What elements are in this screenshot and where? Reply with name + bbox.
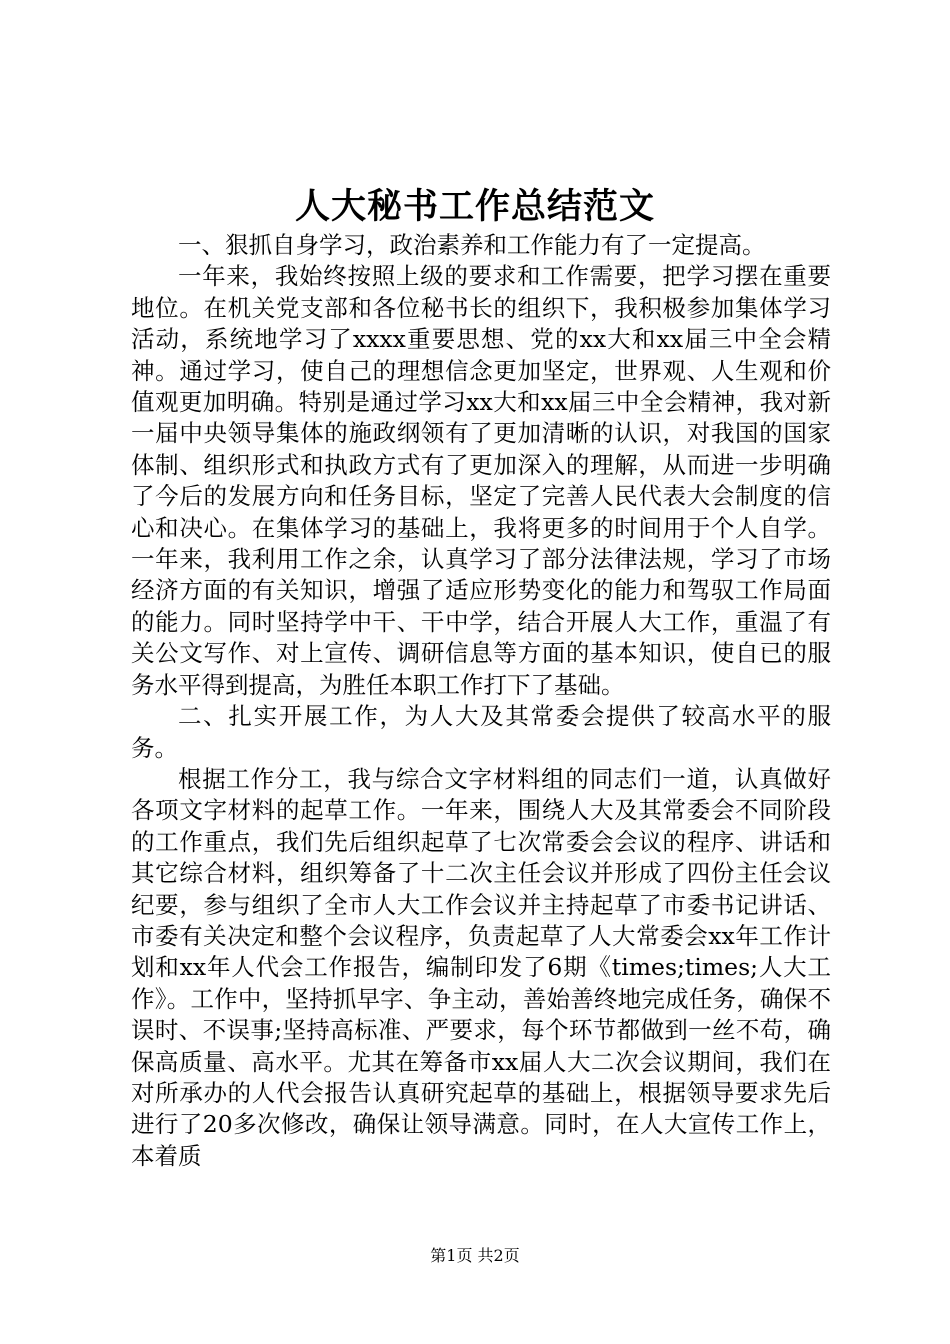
paragraph: 根据工作分工，我与综合文字材料组的同志们一道，认真做好各项文字材料的起草工作。一年来，围绕人大及其常委会不同阶段的工作重点，我们先后组织起草了七次常委会会议的程序、讲话和其它综合材料，组织筹备了十二次主任会议并形成了四份主任会议纪要，参与组织了全市人大工作会议并主持起草了市委书记讲话、市委有关决定和整个会议程序，负责起草了人大常委会xx年工作计划和xx年人代会工作报告，编制印发了6期《times;times;人大工作》。工作中，坚持抓早字、争主动，善始善终地完成任务，确保不误时、不误事;坚持高标准、严要求，每个环节都做到一丝不苟，确保高质量、高水平。尤其在筹备市xx届人大二次会议期间，我们在对所承办的人代会报告认真研究起草的基础上，根据领导要求先后进行了20多次修改，确保让领导满意。同时，在人大宣传工作上，本着质 xyxy=(131,764,831,1170)
document-title: 人大秘书工作总结范文 xyxy=(294,186,655,227)
paragraph: 一年来，我始终按照上级的要求和工作需要，把学习摆在重要地位。在机关党支部和各位秘书长的组织下，我积极参加集体学习活动，系统地学习了xxxx重要思想、党的xx大和xx届三中全会精神。通过学习，使自己的理想信念更加坚定，世界观、人生观和价值观更加明确。特别是通过学习xx大和xx届三中全会精神，我对新一届中央领导集体的施政纲领有了更加清晰的认识，对我国的国家体制、组织形式和执政方式有了更加深入的理解，从而进一步明确了今后的发展方向和任务目标，坚定了完善人民代表大会制度的信心和决心。在集体学习的基础上，我将更多的时间用于个人自学。一年来，我利用工作之余，认真学习了部分法律法规，学习了市场经济方面的有关知识，增强了适应形势变化的能力和驾驭工作局面的能力。同时坚持学中干、干中学，结合开展人大工作，重温了有关公文写作、对上宣传、调研信息等方面的基本知识，使自已的服务水平得到提高，为胜任本职工作打下了基础。 xyxy=(131,262,831,699)
page-number: 第1页 共2页 xyxy=(430,1246,520,1265)
paragraph: 一、狠抓自身学习，政治素养和工作能力有了一定提高。 xyxy=(178,231,766,259)
page-footer xyxy=(0,1244,950,1268)
paragraph: 二、扎实开展工作，为人大及其常委会提供了较高水平的服务。 xyxy=(131,702,831,762)
document-body xyxy=(131,230,831,1172)
